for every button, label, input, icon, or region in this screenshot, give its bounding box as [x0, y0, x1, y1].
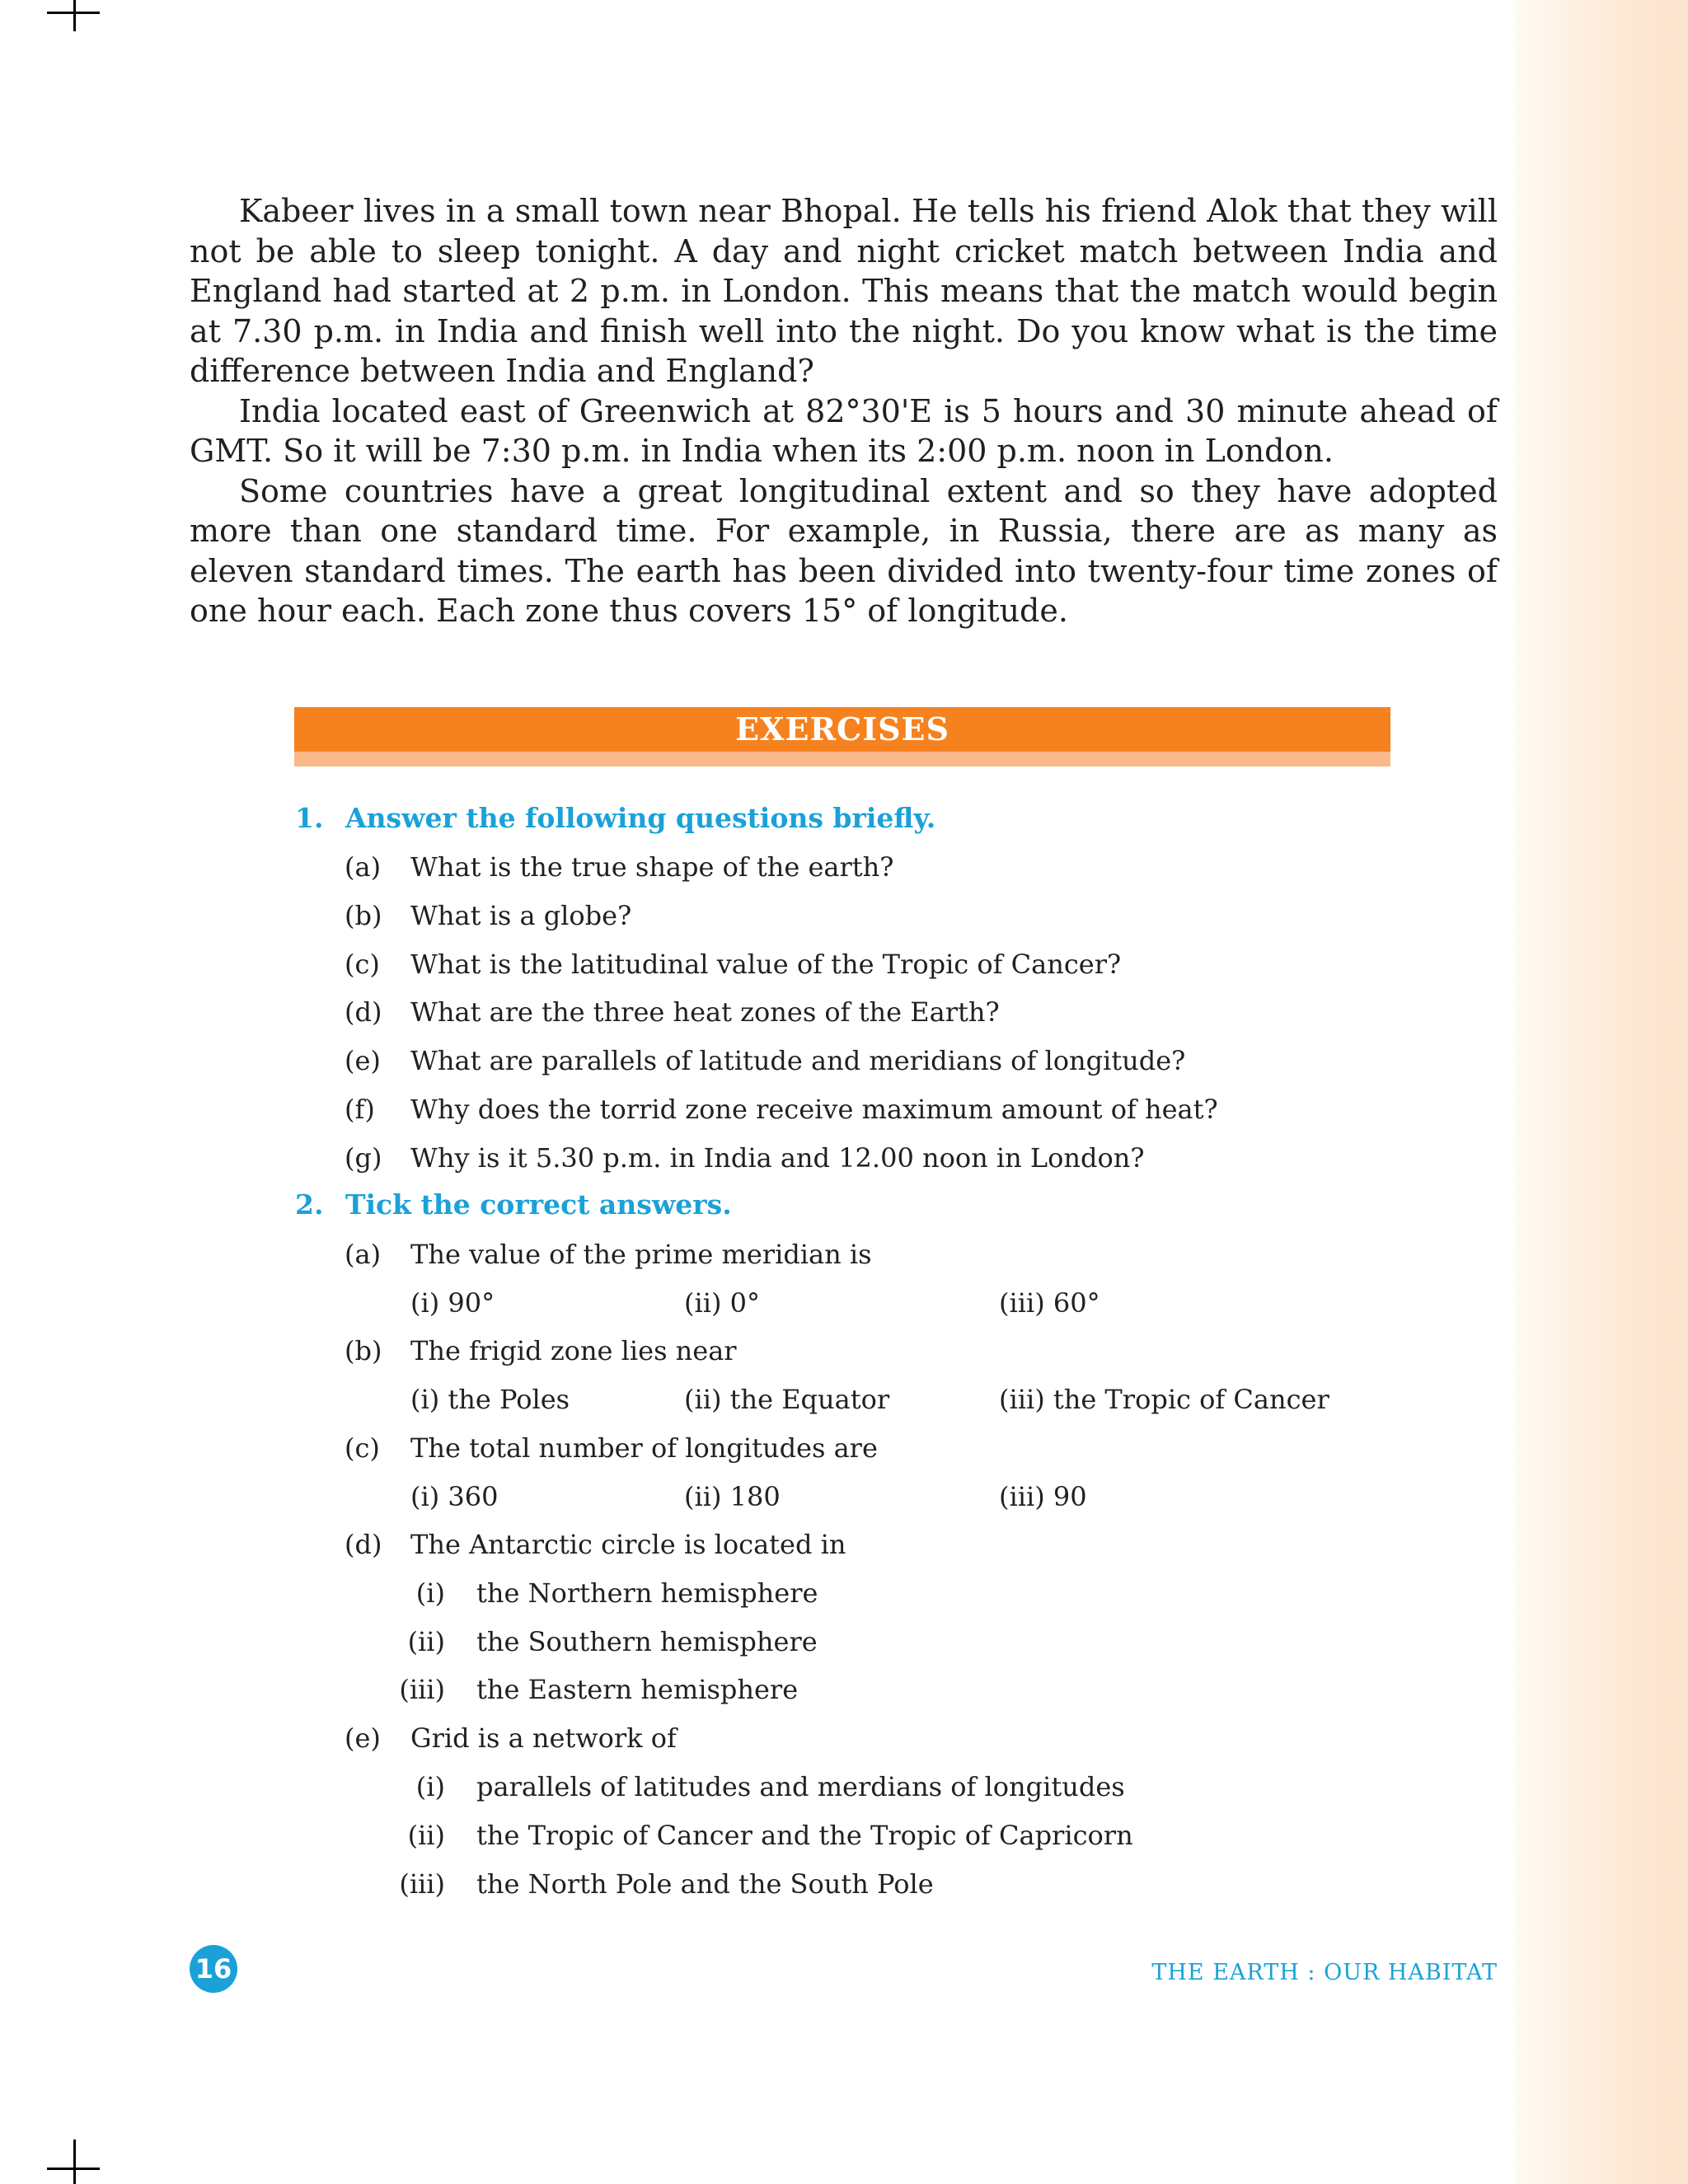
answer-option[interactable]: (iii) 90 — [999, 1481, 1087, 1512]
option-label: (ii) — [407, 1820, 445, 1851]
item-label: (c) — [345, 1432, 380, 1464]
answer-option[interactable]: the Eastern hemisphere — [476, 1674, 799, 1705]
question-1-heading — [295, 802, 935, 835]
item-text: What are parallels of latitude and meridians of longitude? — [410, 1045, 1186, 1076]
item-text: Grid is a network of — [410, 1722, 677, 1754]
answer-option[interactable]: (ii) the Equator — [684, 1384, 890, 1415]
question-number: 2. — [295, 1188, 324, 1221]
answer-option[interactable]: (ii) 0° — [684, 1287, 760, 1319]
item-text: The frigid zone lies near — [410, 1335, 737, 1366]
item-text: Why is it 5.30 p.m. in India and 12.00 noon in London? — [410, 1142, 1145, 1174]
exercises-banner — [294, 707, 1390, 752]
answer-option[interactable]: (i) 90° — [410, 1287, 495, 1319]
page-number-badge — [190, 1945, 237, 1993]
option-label: (i) — [415, 1771, 445, 1802]
crop-mark-top-horizontal — [47, 12, 100, 14]
page-number: 16 — [195, 1953, 232, 1985]
answer-option[interactable]: the Southern hemisphere — [476, 1626, 818, 1657]
item-label: (d) — [345, 1529, 382, 1560]
item-text: The value of the prime meridian is — [410, 1239, 872, 1270]
question-title: Answer the following questions briefly. — [345, 802, 936, 834]
item-label: (d) — [345, 996, 382, 1028]
answer-option[interactable]: (ii) 180 — [684, 1481, 781, 1512]
item-label: (f) — [345, 1094, 375, 1125]
option-label: (iii) — [399, 1674, 445, 1705]
crop-mark-bottom-horizontal — [47, 2168, 100, 2170]
item-label: (b) — [345, 1335, 382, 1366]
paragraph-india-time: India located east of Greenwich at 82°30'E is 5 hours and 30 minute ahead of GMT. So it will be 7:30 p.m. in India when its 2:00 p.m. noon in London. — [190, 392, 1498, 469]
exercises-heading: EXERCISES — [735, 710, 950, 748]
item-text: The total number of longitudes are — [410, 1432, 878, 1464]
item-label: (a) — [345, 851, 382, 883]
crop-mark-top-vertical — [73, 0, 76, 31]
answer-option[interactable]: (i) 360 — [410, 1481, 499, 1512]
item-text: The Antarctic circle is located in — [410, 1529, 846, 1560]
item-text: What is the true shape of the earth? — [410, 851, 894, 883]
item-label: (e) — [345, 1722, 381, 1754]
body-text — [190, 191, 1498, 631]
page-side-strip — [1515, 0, 1688, 2184]
answer-option[interactable]: the North Pole and the South Pole — [476, 1868, 934, 1900]
answer-option[interactable]: (iii) 60° — [999, 1287, 1100, 1319]
item-label: (b) — [345, 900, 382, 931]
item-text: What are the three heat zones of the Earth? — [410, 996, 1000, 1028]
item-text: What is a globe? — [410, 900, 632, 931]
answer-option[interactable]: (iii) the Tropic of Cancer — [999, 1384, 1329, 1415]
paragraph-kabeer: Kabeer lives in a small town near Bhopal. He tells his friend Alok that they will not be able to sleep tonight. A day and night cricket match between India and England had started at 2 p.m. in London. This means that the match would begin at 7.30 p.m. in India and finish well into the night. Do you know what is the time difference between India and England? — [190, 193, 1498, 389]
item-text: Why does the torrid zone receive maximum amount of heat? — [410, 1094, 1218, 1125]
item-label: (a) — [345, 1239, 382, 1270]
question-title: Tick the correct answers. — [345, 1188, 732, 1221]
option-label: (iii) — [399, 1868, 445, 1900]
answer-option[interactable]: the Northern hemisphere — [476, 1577, 818, 1609]
answer-option[interactable]: (i) the Poles — [410, 1384, 570, 1415]
option-label: (ii) — [407, 1626, 445, 1657]
item-label: (g) — [345, 1142, 382, 1174]
question-2-heading — [295, 1188, 732, 1221]
option-label: (i) — [415, 1577, 445, 1609]
item-label: (c) — [345, 949, 380, 980]
question-number: 1. — [295, 802, 324, 834]
item-text: What is the latitudinal value of the Tropic of Cancer? — [410, 949, 1122, 980]
answer-option[interactable]: parallels of latitudes and merdians of longitudes — [476, 1771, 1125, 1802]
crop-mark-bottom-vertical — [73, 2139, 76, 2184]
exercises-banner-underline — [294, 752, 1390, 766]
item-label: (e) — [345, 1045, 381, 1076]
paragraph-standard-times: Some countries have a great longitudinal extent and so they have adopted more than one standard time. For example, in Russia, there are as many as eleven standard times. The earth has been divided into twenty-four time zones of one hour each. Each zone thus covers 15° of longitude. — [190, 472, 1498, 629]
answer-option[interactable]: the Tropic of Cancer and the Tropic of Capricorn — [476, 1820, 1133, 1851]
running-footer-title: THE EARTH : OUR HABITAT — [1151, 1960, 1498, 1985]
